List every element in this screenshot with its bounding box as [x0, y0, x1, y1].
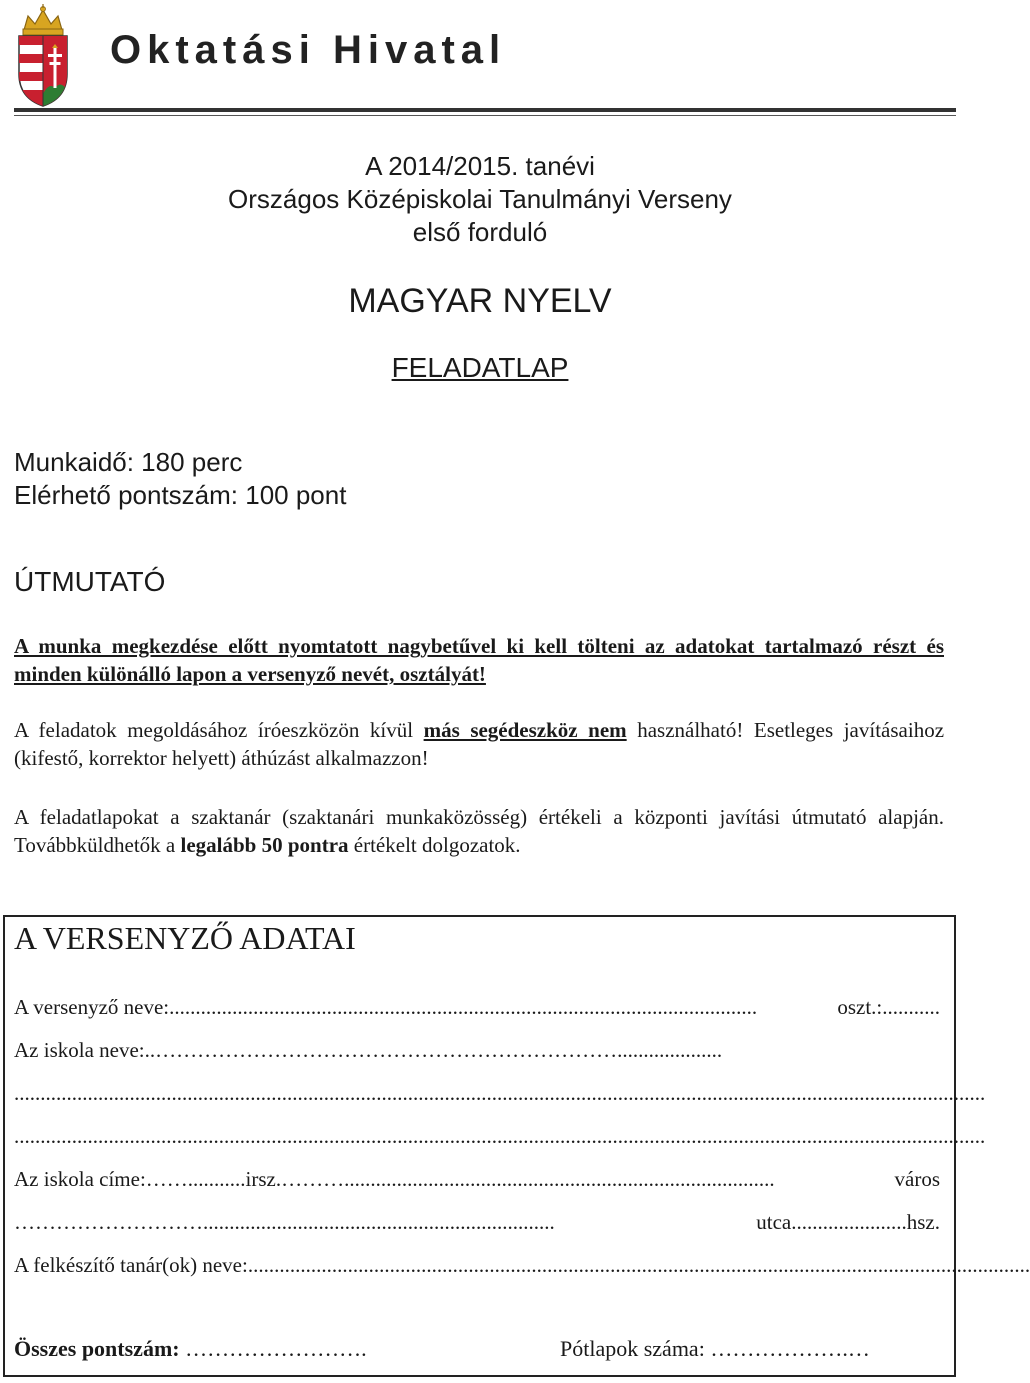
guide-p2-text-end: használható! Esetleges javításaihoz (kifestő, korrektor helyett) áthúzást alkalmazzon!	[14, 718, 945, 770]
street-dots[interactable]: ………………………...................................................................	[14, 1210, 555, 1234]
guide-p3-text: A feladatlapokat a szaktanár (szaktanári munkaközösség) értékeli a központi javítási útmutató alapján. Továbbküldhetők a	[14, 805, 944, 857]
city-label: város	[894, 1167, 940, 1191]
guide-p2-text: A feladatok megoldásához íróeszközön kívül	[14, 718, 424, 742]
competition-title	[0, 150, 960, 249]
school-name-field[interactable]	[14, 1036, 940, 1064]
school-name-label: Az iskola neve:	[14, 1038, 145, 1062]
class-dots[interactable]: ...........	[882, 995, 940, 1019]
organization-name: Oktatási Hivatal	[110, 28, 507, 72]
title-line-round: első forduló	[412, 217, 548, 247]
teacher-name-dots[interactable]: .....................................................................................................................................................	[247, 1253, 1030, 1277]
guide-heading: ÚTMUTATÓ	[14, 566, 166, 597]
school-name-dots[interactable]: ..…………………………………………………………....................	[144, 1038, 723, 1062]
class-label: oszt.:	[837, 995, 883, 1019]
total-score-label: Összes pontszám:	[14, 1336, 180, 1361]
header-divider-thin	[14, 115, 956, 116]
extra-sheets-dots[interactable]: ……………….…	[710, 1336, 870, 1361]
contestant-name-label: A versenyző neve:	[14, 995, 170, 1019]
contestant-data-heading: A VERSENYZŐ ADATAI	[14, 920, 356, 956]
exam-info	[14, 446, 346, 512]
house-number-label: hsz.	[906, 1210, 940, 1234]
teacher-name-label: A felkészítő tanár(ok) neve:	[14, 1253, 248, 1277]
street-field[interactable]	[14, 1208, 940, 1236]
contestant-name-field[interactable]	[14, 993, 940, 1021]
house-number-dots[interactable]: ......................	[791, 1210, 907, 1234]
street-label: utca	[756, 1210, 792, 1234]
school-name-line-2[interactable]: .........................................................................................................................................................................................	[14, 1081, 986, 1105]
contestant-name-dots[interactable]: ................................................................................................................	[169, 995, 758, 1019]
school-address-label: Az iskola címe:	[14, 1167, 146, 1191]
title-line-year: A 2014/2015. tanévi	[365, 151, 595, 181]
school-name-line-3[interactable]: .........................................................................................................................................................................................	[14, 1124, 986, 1148]
guide-paragraph-3	[14, 803, 944, 859]
subject-title: MAGYAR NYELV	[348, 282, 612, 320]
max-points: Elérhető pontszám: 100 pont	[14, 480, 347, 510]
title-line-competition: Országos Középiskolai Tanulmányi Verseny	[228, 184, 732, 214]
sheet-title-text: FELADATLAP	[391, 352, 569, 383]
header-divider	[14, 108, 956, 112]
total-score-dots[interactable]: …………………….	[179, 1336, 367, 1361]
guide-p3-emphasis: legalább 50 pontra	[180, 833, 349, 857]
zip-dots[interactable]: ……...........	[145, 1167, 246, 1191]
total-score-field[interactable]	[14, 1336, 367, 1362]
guide-paragraph-2	[14, 716, 944, 772]
extra-sheets-label: Pótlapok száma:	[560, 1336, 711, 1361]
teacher-name-field[interactable]	[14, 1251, 1030, 1279]
coat-of-arms-icon	[14, 4, 72, 108]
guide-paragraph-1: A munka megkezdése előtt nyomtatott nagybetűvel ki kell tölteni az adatokat tartalmazó részt és minden különálló lapon a versenyző nevét, osztályát!	[14, 634, 944, 686]
zip-label: irsz.	[245, 1167, 282, 1191]
sheet-title	[0, 352, 960, 384]
school-address-field[interactable]	[14, 1165, 940, 1193]
city-dots[interactable]: ………..................................................................................	[281, 1167, 775, 1191]
guide-p3-text-end: értékelt dolgozatok.	[348, 833, 521, 857]
extra-sheets-field[interactable]	[560, 1336, 870, 1362]
work-time: Munkaidő: 180 perc	[14, 447, 243, 477]
guide-p2-emphasis: más segédeszköz nem	[423, 718, 627, 742]
